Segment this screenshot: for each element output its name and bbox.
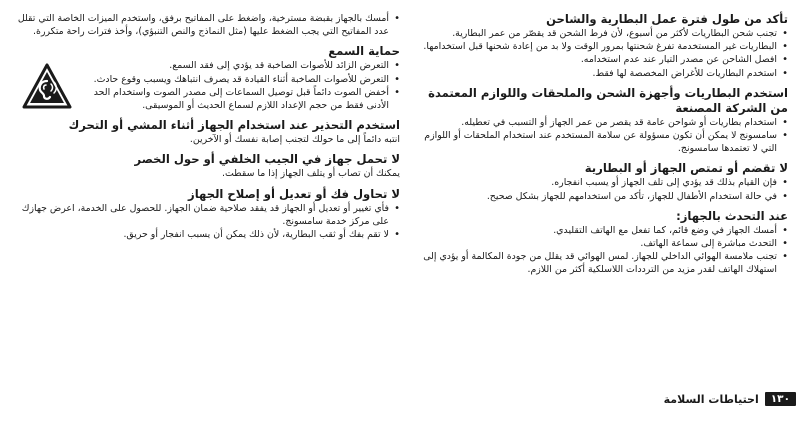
section-heading: استخدم التحذير عند استخدام الجهاز أثناء المشي أو التحرك (68, 118, 400, 133)
section-text: يمكنك أن تصاب أو يتلف الجهاز إذا ما سقطت. (221, 168, 400, 180)
approved-accessories-section (412, 86, 788, 156)
list-item: • تجنب شحن البطاريات لأكثر من أسبوع، لأن فرط الشحن قد يقصّر من عمر البطارية. (412, 27, 788, 40)
bullet-list (412, 116, 788, 156)
bullet-list (72, 59, 400, 112)
section-heading: استخدم البطاريات وأجهزة الشحن والملحقات واللوازم المعتمدة من الشركة المصنعة (428, 85, 788, 115)
hearing-warning-icon (22, 63, 72, 109)
bullet-list (16, 202, 400, 242)
section-heading: عند التحدث بالجهاز: (676, 208, 788, 223)
list-item: • التعرض للأصوات الصاخبة أثناء القيادة قد يصرف انتباهك ويسبب وقوع حادث. (72, 73, 400, 86)
do-not-bite-section (412, 161, 788, 202)
section-heading: حماية السمع (328, 44, 400, 59)
walking-section (16, 118, 400, 146)
section-text: انتبه دائماً إلى ما حولك لتجنب إصابة نفسك أو الآخرين. (189, 134, 400, 146)
bullet-list (412, 176, 788, 202)
grip-section (16, 12, 400, 38)
list-item: • أمسك بالجهاز بقبضة مسترخية، واضغط على المفاتيح برفق، واستخدم الميزات الخاصة التي تقلل عدد المفاتيح التي يجب الضغط عليها (مثل النماذج والنص التنبؤي)، وأخذ فترات راحة متكررة. (16, 12, 400, 38)
list-item: • تجنب ملامسة الهوائي الداخلي للجهاز. لمس الهوائي قد يقلل من جودة المكالمة أو يؤدي إلى استهلاك الهاتف لقدر مزيد من الترددات اللاسلكية أكثر من اللازم. (412, 250, 788, 276)
section-heading: تأكد من طول فترة عمل البطارية والشاحن (546, 12, 788, 26)
list-item: • فإن القيام بذلك قد يؤدي إلى تلف الجهاز أو يسبب انفجاره. (412, 176, 788, 189)
repair-section (16, 187, 400, 242)
list-item: • في حالة استخدام الأطفال للجهاز، تأكد من استخدامهم للجهاز بشكل صحيح. (412, 190, 788, 203)
list-item: • البطاريات غير المستخدمة تفرغ شحنتها بمرور الوقت ولا بد من إعادة شحنها قبل استخدامها. (412, 40, 788, 53)
section-heading: لا تقضم أو تمتص الجهاز أو البطارية (584, 161, 788, 176)
section-heading: لا تحاول فك أو تعديل أو إصلاح الجهاز (188, 186, 400, 201)
hearing-section (16, 44, 400, 112)
list-item: • التحدث مباشرة إلى سماعة الهاتف. (412, 237, 788, 250)
right-column (412, 12, 788, 283)
footer-title: احتياطات السلامة (663, 392, 759, 406)
bullet-list (16, 12, 400, 38)
list-item: • افصل الشاحن عن مصدر التيار عند عدم استخدامه. (412, 53, 788, 66)
left-column (16, 12, 400, 247)
bullet-list (412, 224, 788, 277)
battery-life-section (412, 12, 788, 80)
list-item: • أمسك الجهاز في وضع قائم، كما تفعل مع الهاتف التقليدي. (412, 224, 788, 237)
list-item: • فأي تغيير أو تعديل أو الجهاز قد يفقد صلاحية ضمان الجهاز. للحصول على الخدمة، اعرض جهازك على مركز خدمة سامسونج. (16, 202, 400, 228)
page-footer (584, 391, 796, 407)
list-item: • استخدام بطاريات أو شواحن عامة قد يقصر من عمر الجهاز أو التسبب في تعطيله. (412, 116, 788, 129)
page-number: ١٣٠ (765, 392, 796, 406)
list-item: • سامسونج لا يمكن أن تكون مسؤولة عن سلامة المستخدم عند استخدام الملحقات أو اللوازم التي لا تعتمدها سامسونج. (412, 129, 788, 155)
list-item: • استخدم البطاريات للأغراض المخصصة لها فقط. (412, 67, 788, 80)
list-item: • أخفض الصوت دائماً قبل توصيل السماعات إلى مصدر الصوت واستخدام الحد الأدنى فقط من حجم الإعداد اللازم لسماع الحديث أو الموسيقى. (72, 86, 400, 112)
section-heading: لا تحمل جهاز في الجيب الخلفي أو حول الخصر (134, 152, 400, 167)
list-item: • التعرض الزائد للأصوات الصاخبة قد يؤدي إلى فقد السمع. (72, 59, 400, 72)
speaking-section (412, 209, 788, 277)
bullet-list (412, 27, 788, 80)
list-item: • لا تقم بفك أو ثقب البطارية، لأن ذلك يمكن أن يسبب انفجار أو حريق. (16, 228, 400, 241)
pocket-section (16, 152, 400, 180)
